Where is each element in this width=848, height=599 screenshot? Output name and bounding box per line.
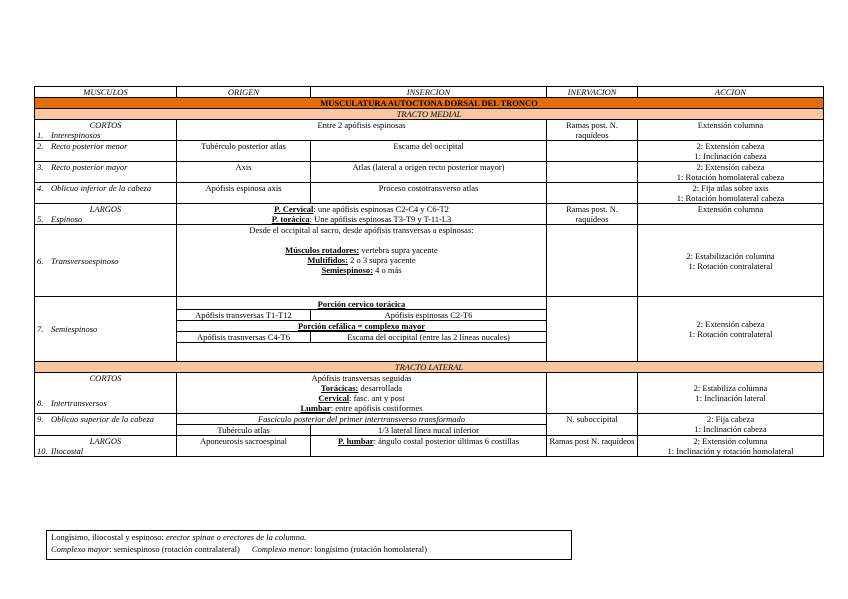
rotadores-label: Músculos rotadores: (285, 245, 360, 255)
muscle-name: Transversoespinoso (51, 255, 119, 266)
accion-line: 1: Inclinación cabeza (694, 424, 767, 434)
rotadores-text: vertebra supra yacente (359, 245, 438, 255)
muscle-number: 3. (37, 162, 44, 172)
muscle-number: 2. (37, 141, 44, 151)
lateral-band-row (35, 362, 824, 373)
accion-line: 2: Estabiliza columna (693, 383, 768, 393)
inervacion-cell (547, 141, 638, 162)
inervacion-cell: Ramas post N. raquídeos (547, 436, 638, 457)
complexo-menor-label: Complexo menor (251, 544, 311, 554)
inervacion-cell (547, 373, 638, 414)
muscle-number: 5. (37, 214, 44, 224)
insercion-cell: Apófisis espinosas C2-T6 (311, 310, 547, 321)
toracicas-text: desarrollada (358, 383, 403, 393)
muscle-cell (35, 225, 177, 297)
insercion-cell: Escama del occipital (entre las 2 líneas nucales) (311, 332, 547, 343)
accion-line: 2: Extensión cabeza (696, 319, 765, 329)
muscle-cell (35, 436, 177, 457)
accion-line: 1: Rotación homolateral cabeza (676, 172, 785, 182)
muscle-cell (35, 297, 177, 362)
accion-cell: Extensión columna (638, 204, 824, 225)
toracica-text: : Une apófisis espinosas T3-T9 y T-11-L3 (309, 214, 452, 224)
accion-cell (638, 436, 824, 457)
insercion-cell (311, 436, 547, 457)
lumbar-label: P. lumbar (337, 436, 374, 446)
table-header-row (35, 87, 824, 98)
header-musculos: MUSCULOS (35, 87, 177, 98)
muscle-number: 8. (37, 398, 44, 408)
origen-insercion-cell: Entre 2 apófisis espinosas (177, 120, 547, 141)
muscle-cell (35, 373, 177, 414)
accion-line: 2: Estabilización columna (686, 250, 775, 261)
muscle-number: 10. (37, 446, 48, 456)
porcion-cefalica: Porción cefálica = complexo mayor (177, 321, 547, 332)
group-largos-label: LARGOS (89, 204, 122, 214)
note-line1-italic: erector spinae o erectores de la columna. (165, 532, 307, 542)
note-line1-text: Longísimo, iliocostal y espinoso: (51, 532, 166, 542)
cervical-text: : une apófisis espinosas C2-C4 y C6-T2 (313, 204, 449, 214)
accion-line: 1: Inclinación y rotación homolateral (667, 446, 794, 456)
insercion-cell: Atlas (lateral a origen recto posterior mayor) (311, 162, 547, 183)
muscle-name: Iliocostal (51, 446, 84, 456)
muscle-cell (35, 183, 177, 204)
muscle-cell (35, 162, 177, 183)
table-title: MUSCULATURA AUTOCTONA DORSAL DEL TRONCO (35, 98, 824, 109)
origen-cell: Tubérculo posterior atlas (177, 141, 311, 162)
accion-line: 1: Inclinación cabeza (694, 151, 767, 161)
medial-band-row (35, 109, 824, 120)
accion-cell (638, 162, 824, 183)
table-row (35, 225, 824, 297)
table-row (35, 183, 824, 204)
toracicas-label: Torácicas: (320, 383, 359, 393)
table-row (35, 141, 824, 162)
muscle-number: 4. (37, 183, 44, 193)
muscle-name: Oblicuo inferior de la cabeza (51, 183, 152, 193)
table-row (35, 162, 824, 183)
accion-line: 2: Extensión columna (693, 436, 768, 446)
group-cortos-label: CORTOS (89, 120, 122, 130)
accion-line: 1: Rotación contralateral (688, 329, 773, 339)
muscle-cell (35, 120, 177, 141)
table-row (35, 373, 824, 414)
semiespinoso-text: 4 o más (372, 265, 402, 275)
header-inervacion: INERVACION (547, 87, 638, 98)
cervical-text: : fasc. ant y post (349, 393, 405, 403)
insercion-cell: 1/3 lateral línea nucal inferior (311, 425, 547, 436)
accion-line: 2: Extensión cabeza (696, 162, 765, 172)
accion-line: 2: Fija cabeza (706, 414, 755, 424)
muscle-table (34, 86, 824, 457)
inervacion-cell (547, 297, 638, 362)
muscle-name: Espinoso (51, 214, 83, 224)
accion-line: 2: Extensión cabeza (696, 141, 765, 151)
table-row (35, 297, 824, 310)
muscle-name: Oblicuo superior de la cabeza (51, 414, 154, 424)
origen-cell: Apófisis transversas T1-T12 (177, 310, 311, 321)
table-row (35, 414, 824, 425)
inervacion-cell (547, 225, 638, 297)
origen-cell: Axis (177, 162, 311, 183)
accion-line: 1: Rotación homolateral cabeza (676, 193, 785, 203)
multifidos-label: Multífidos: (307, 255, 348, 265)
muscle-number: 1. (37, 130, 44, 140)
complexo-mayor-text: : semiespinoso (rotación contralateral) (109, 544, 240, 554)
accion-cell (638, 414, 824, 436)
origen-cell: Apófisis espinosa axis (177, 183, 311, 204)
muscle-number: 6. (37, 255, 44, 266)
table-row (35, 436, 824, 457)
origen-insercion-cell (177, 225, 547, 297)
origen-cell: Tubérculo atlas (177, 425, 311, 436)
cervical-label: Cervical (318, 393, 350, 403)
group-cortos-label: CORTOS (89, 373, 122, 383)
lumbar-label: Lumbar (300, 403, 331, 413)
insercion-cell: Proceso costotransverso atlas (311, 183, 547, 204)
table-row (35, 120, 824, 141)
group-largos-label: LARGOS (89, 436, 122, 446)
inervacion-cell (547, 183, 638, 204)
accion-line: 1: Rotación contralateral (688, 260, 773, 271)
inervacion-cell: Ramas post. N. raquídeos (547, 204, 638, 225)
lumbar-text: : ángulo costal posterior últimas 6 costillas (373, 436, 519, 446)
header-insercion: INSERCION (311, 87, 547, 98)
tracto-medial-label: TRACTO MEDIAL (35, 109, 824, 120)
accion-cell (638, 141, 824, 162)
table-row (35, 204, 824, 225)
intertransversos-line1: Apófisis transversas seguidas (311, 373, 412, 383)
muscle-name: Semiespinoso (51, 324, 98, 334)
accion-cell (638, 373, 824, 414)
muscle-cell (35, 141, 177, 162)
muscle-number: 9. (37, 414, 44, 424)
multifidos-text: 2 o 3 supra yacente (347, 255, 416, 265)
muscle-name: Recto posterior menor (51, 141, 128, 151)
accion-line: 2: Fija atlas sobre axis (692, 183, 769, 193)
muscle-name: Interespinosos (51, 130, 101, 140)
origen-cell: Aponeurosis sacroespinal (177, 436, 311, 457)
inervacion-cell (547, 162, 638, 183)
muscle-name: Recto posterior mayor (51, 162, 128, 172)
insercion-cell: Escama del occipital (311, 141, 547, 162)
accion-cell (638, 183, 824, 204)
accion-cell: Extensión columna (638, 120, 824, 141)
muscle-number: 7. (37, 324, 44, 334)
complexo-mayor-label: Complexo mayor (51, 544, 110, 554)
header-accion: ACCION (638, 87, 824, 98)
semiespinoso-label: Semiespinoso: (321, 265, 373, 275)
muscle-cell (35, 414, 177, 436)
fasciculo-cell: Fascículo posterior del primer intertransverso transformado (177, 414, 547, 425)
origen-cell: Apófisis trasnversas C4-T6 (177, 332, 311, 343)
header-origen: ORIGEN (177, 87, 311, 98)
title-row (35, 98, 824, 109)
toracica-label: P. torácica (271, 214, 310, 224)
accion-line: 1: Inclinación lateral (695, 393, 766, 403)
accion-cell (638, 225, 824, 297)
complexo-menor-text: : longísimo (rotación homolateral) (310, 544, 428, 554)
porcion-cervico-toracica: Porción cervico torácica (177, 297, 547, 310)
inervacion-cell: Ramas post. N. raquídeos (547, 120, 638, 141)
lumbar-text: : entre apófisis costiformes (330, 403, 423, 413)
inervacion-cell: N. suboccipital (547, 414, 638, 436)
accion-cell (638, 297, 824, 362)
muscle-name: Intertransversos (51, 398, 107, 408)
tracto-lateral-label: TRACTO LATERAL (35, 362, 824, 373)
origen-insercion-cell (177, 204, 547, 225)
note-box (46, 530, 572, 560)
muscle-cell (35, 204, 177, 225)
transverso-intro: Desde el occipital al sacro, desde apófisis transversas a espinosas: (249, 225, 474, 235)
cervical-label: P. Cervical (274, 204, 314, 214)
origen-insercion-cell (177, 373, 547, 414)
